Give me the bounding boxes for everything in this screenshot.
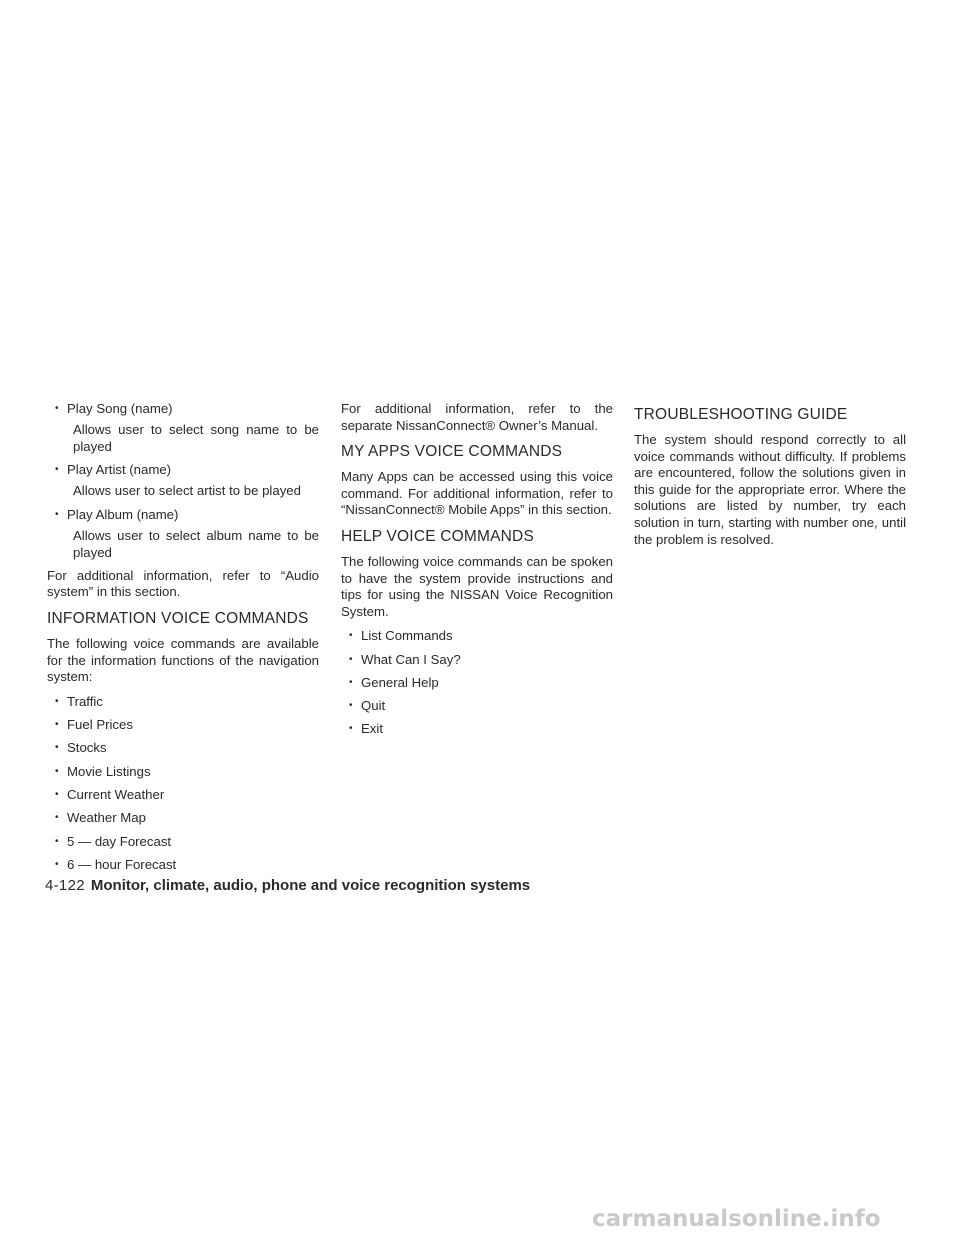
list-item-description: Allows user to select artist to be played (73, 483, 301, 499)
audio-reference-paragraph: For additional information, refer to “Audio system” in this section. (47, 567, 319, 600)
list-item-description: Allows user to select song name to be played (73, 422, 319, 454)
list-item: • General Help (341, 675, 613, 692)
help-voice-commands-heading: HELP VOICE COMMANDS (341, 527, 534, 545)
list-item: • 5 — day Forecast (47, 834, 319, 851)
list-item: • Movie Listings (47, 764, 319, 781)
owner-manual-reference-paragraph: For additional information, refer to the separate NissanConnect® Owner’s Manual. (341, 401, 613, 433)
list-item: • List Commands (341, 628, 613, 645)
page-footer (45, 877, 530, 894)
my-apps-paragraph: Many Apps can be accessed using this voice command. For additional information, refer to “NissanConnect® Mobile Apps” in this section. (341, 469, 613, 518)
list-item: • What Can I Say? (341, 652, 613, 669)
column-middle (341, 401, 613, 745)
list-item: • Play Song (name) (47, 401, 319, 418)
list-item: • Play Album (name) (47, 507, 319, 524)
list-item: • Weather Map (47, 810, 319, 827)
list-item: • Exit (341, 721, 613, 738)
my-apps-voice-commands-heading: MY APPS VOICE COMMANDS (341, 443, 563, 461)
list-item: • Stocks (47, 740, 319, 757)
page-number: 4-122 (45, 877, 85, 894)
troubleshooting-paragraph: The system should respond correctly to all voice commands without difficulty. If problems are encountered, follow the solutions given in this guide for the appropriate error. Where the solutions are listed by number, try each solution in turn, starting with number one, until the problem is resolved. (634, 432, 906, 547)
list-item: • Traffic (47, 694, 319, 711)
information-intro-paragraph: The following voice commands are available for the information functions of the navigation system: (47, 636, 319, 685)
list-item: • Play Artist (name) (47, 462, 319, 479)
information-voice-commands-heading: INFORMATION VOICE COMMANDS (47, 610, 309, 628)
column-right (634, 401, 906, 556)
column-left (47, 401, 319, 880)
help-intro-paragraph: The following voice commands can be spoken to have the system provide instructions and tips for using the NISSAN Voice Recognition System. (341, 553, 613, 619)
list-item: • Fuel Prices (47, 717, 319, 734)
section-title: Monitor, climate, audio, phone and voice recognition systems (90, 877, 531, 894)
watermark: carmanualsonline.info (592, 1206, 881, 1232)
list-item: • Quit (341, 698, 613, 715)
troubleshooting-guide-heading: TROUBLESHOOTING GUIDE (634, 406, 848, 423)
list-item: • Current Weather (47, 787, 319, 804)
list-item: • 6 — hour Forecast (47, 857, 319, 874)
list-item-description: Allows user to select album name to be played (73, 528, 319, 560)
